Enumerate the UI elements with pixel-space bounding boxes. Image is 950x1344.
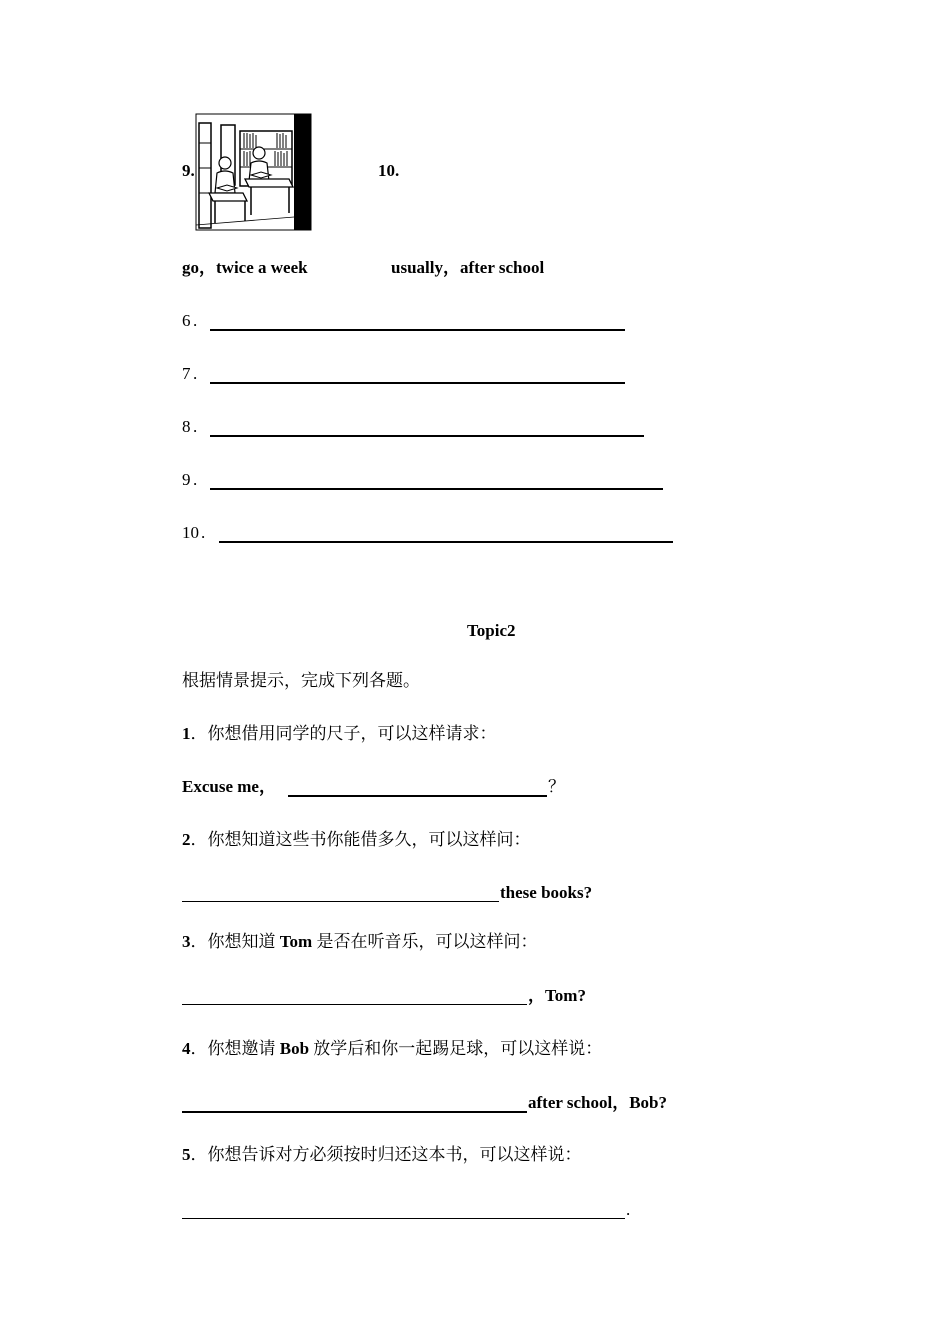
question-prompt: 你想借用同学的尺子，可以这样请求： bbox=[207, 724, 497, 743]
answer-suffix-comma: ， bbox=[528, 986, 545, 1005]
question-prompt: 你想知道这些书你能借多久，可以这样问： bbox=[207, 830, 531, 849]
question-5: 5．你想告诉对方必须按时归还这本书，可以这样说： bbox=[182, 1145, 582, 1164]
answer-blank-4[interactable] bbox=[182, 1111, 527, 1113]
question-prompt: 你想知道 bbox=[207, 932, 280, 951]
hint-10: usually，after school bbox=[391, 258, 545, 277]
question-name: Bob bbox=[279, 1039, 310, 1058]
question-name: Tom bbox=[279, 932, 313, 951]
answer-line-dot: . bbox=[201, 523, 206, 542]
answer-line-blank[interactable] bbox=[210, 435, 644, 437]
answer-blank-2[interactable] bbox=[182, 901, 499, 902]
answer-line-blank[interactable] bbox=[219, 541, 673, 543]
question-1: 1．你想借用同学的尺子，可以这样请求： bbox=[182, 724, 497, 743]
answer-line-blank[interactable] bbox=[210, 329, 625, 331]
section-instruction: 根据情景提示，完成下列各题。 bbox=[182, 671, 420, 690]
answer-blank-3[interactable] bbox=[182, 1004, 527, 1005]
answer-line-num: 7 bbox=[182, 364, 191, 383]
answer-line-num: 6 bbox=[182, 311, 191, 330]
library-reading-illustration bbox=[195, 113, 312, 231]
answer-line-dot: . bbox=[193, 417, 198, 436]
picture-label-10: 10. bbox=[378, 161, 400, 180]
answer-suffix: ？ bbox=[548, 777, 565, 796]
answer-blank-1[interactable] bbox=[288, 795, 547, 797]
question-prompt: 放学后和你一起踢足球，可以这样说： bbox=[309, 1039, 603, 1058]
question-number: 5 bbox=[182, 1145, 191, 1164]
answer-line-blank[interactable] bbox=[210, 488, 663, 490]
question-number: 1 bbox=[182, 724, 191, 743]
answer-suffix bbox=[528, 986, 586, 1006]
answer-suffix: after school，Bob? bbox=[528, 1093, 667, 1112]
question-prompt: 是否在听音乐，可以这样问： bbox=[312, 932, 538, 951]
answer-line-num: 9 bbox=[182, 470, 191, 489]
question-number: 2 bbox=[182, 830, 191, 849]
question-3: 3．你想知道 Tom 是否在听音乐，可以这样问： bbox=[182, 932, 538, 951]
answer-prefix: Excuse me， bbox=[182, 777, 276, 796]
question-number: 4 bbox=[182, 1039, 191, 1058]
answer-line-num: 8 bbox=[182, 417, 191, 436]
section-title: Topic2 bbox=[467, 621, 516, 640]
question-4: 4．你想邀请 Bob 放学后和你一起踢足球，可以这样说： bbox=[182, 1039, 603, 1058]
answer-suffix: . bbox=[626, 1200, 631, 1219]
question-prompt: 你想告诉对方必须按时归还这本书，可以这样说： bbox=[207, 1145, 582, 1164]
question-number: 3 bbox=[182, 932, 191, 951]
answer-line-dot: . bbox=[193, 311, 198, 330]
answer-line-blank[interactable] bbox=[210, 382, 625, 384]
answer-line-dot: . bbox=[193, 470, 198, 489]
answer-blank-5[interactable] bbox=[182, 1218, 625, 1219]
answer-suffix-name: Tom? bbox=[545, 986, 586, 1005]
answer-line-num: 10 bbox=[182, 523, 199, 542]
hint-9: go，twice a week bbox=[182, 258, 308, 277]
question-2: 2．你想知道这些书你能借多久，可以这样问： bbox=[182, 830, 531, 849]
answer-suffix: these books? bbox=[500, 883, 593, 902]
picture-label-9: 9. bbox=[182, 161, 195, 180]
answer-line-dot: . bbox=[193, 364, 198, 383]
question-prompt: 你想邀请 bbox=[207, 1039, 280, 1058]
